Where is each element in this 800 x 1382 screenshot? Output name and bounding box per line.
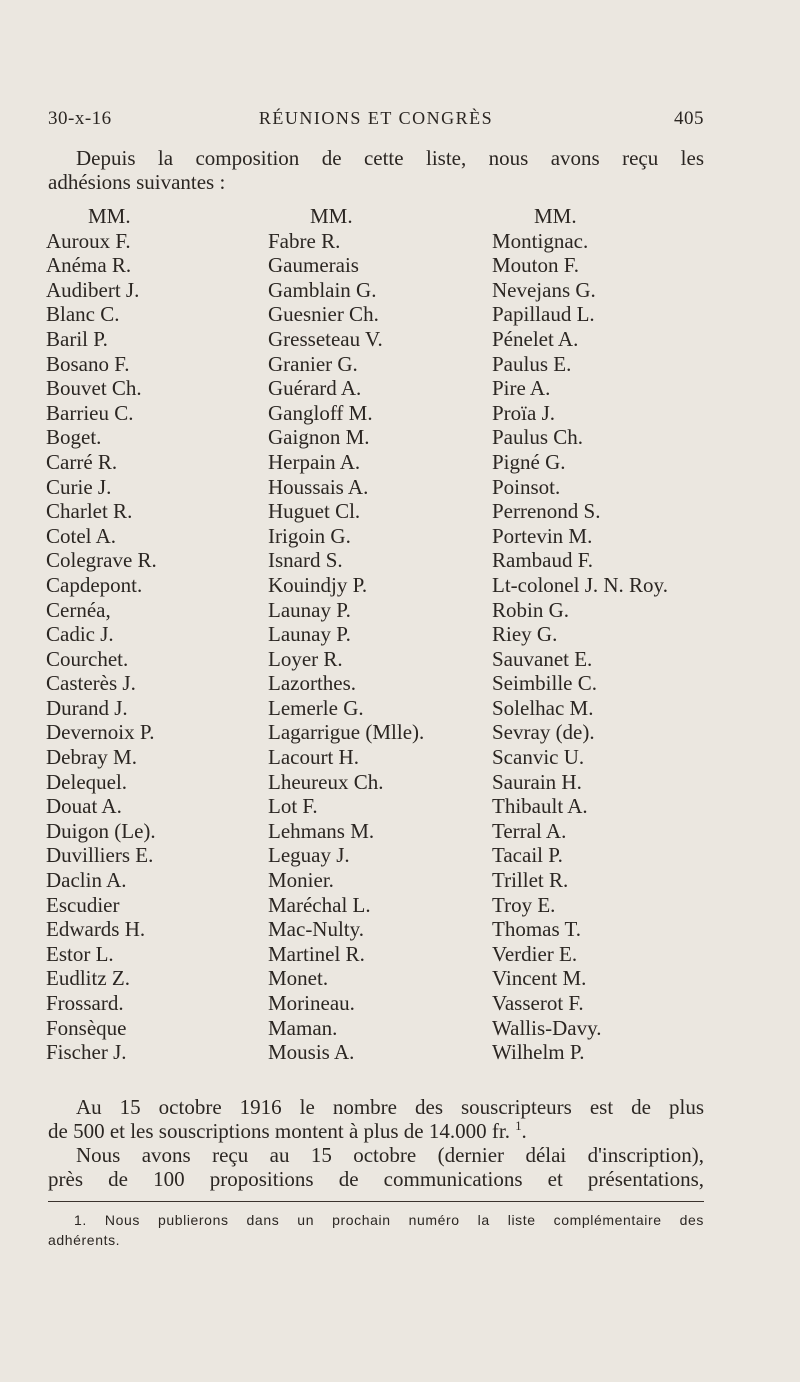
member-name: Devernoix P. [46, 720, 155, 745]
member-name: Durand J. [46, 695, 128, 720]
footnote [48, 1210, 704, 1250]
member-name: Maman. [268, 1015, 338, 1040]
member-name: Daclin A. [46, 868, 127, 893]
member-name: Riey G. [492, 622, 558, 647]
member-name: Casterès J. [46, 671, 136, 696]
intro-paragraph [48, 146, 704, 194]
member-name: Tacail P. [492, 843, 563, 868]
member-name: Barrieu C. [46, 400, 134, 425]
intro-line: adhésions suivantes : [48, 170, 226, 194]
member-name: Douat A. [46, 794, 122, 819]
member-name: Fabre R. [268, 228, 341, 253]
member-name: Cadic J. [46, 622, 114, 647]
member-name: Mouton F. [492, 253, 580, 278]
member-name: Portevin M. [492, 523, 593, 548]
member-name: Leguay J. [268, 843, 350, 868]
member-name: Lagarrigue (Mlle). [268, 720, 425, 745]
member-name: Terral A. [492, 818, 567, 843]
member-name: Gaignon M. [268, 425, 370, 450]
member-name: Seimbille C. [492, 671, 597, 696]
subscription-paragraph [48, 1095, 704, 1143]
member-name: Fischer J. [46, 1040, 127, 1065]
footnote-reference: 1 [515, 1119, 522, 1133]
member-name: Gamblain G. [268, 277, 377, 302]
member-name: Blanc C. [46, 302, 120, 327]
member-name: Capdepont. [46, 572, 143, 597]
member-name: Lehmans M. [268, 818, 375, 843]
member-name: Papillaud L. [492, 302, 595, 327]
member-name: Edwards H. [46, 917, 146, 942]
member-name: Pigné G. [492, 449, 566, 474]
paragraph-text: de 500 et les souscriptions montent à plus de 14.000 fr. [48, 1119, 510, 1143]
paragraph-punctuation: . [521, 1119, 527, 1143]
column-heading: MM. [534, 204, 577, 228]
member-name: Vincent M. [492, 966, 587, 991]
member-name: Sauvanet E. [492, 646, 593, 671]
member-name: Anéma R. [46, 253, 132, 278]
member-name: Duigon (Le). [46, 818, 156, 843]
member-name: Trillet R. [492, 868, 569, 893]
member-name: Estor L. [46, 941, 114, 966]
member-name: Launay P. [268, 597, 351, 622]
member-name: Monet. [268, 966, 329, 991]
member-name: Lazorthes. [268, 671, 357, 696]
member-name: Carré R. [46, 449, 118, 474]
member-name: Gresseteau V. [268, 326, 383, 351]
member-name: Solelhac M. [492, 695, 594, 720]
member-name: Boget. [46, 425, 102, 450]
member-name: Audibert J. [46, 277, 140, 302]
member-name: Lot F. [268, 794, 318, 819]
footnote-line: 1. Nous publierons dans un prochain numéro la liste complémentaire des [74, 1212, 704, 1228]
member-name: Duvilliers E. [46, 843, 154, 868]
member-name: Launay P. [268, 622, 351, 647]
member-name: Houssais A. [268, 474, 369, 499]
member-name: Auroux F. [46, 228, 131, 253]
member-name: Curie J. [46, 474, 112, 499]
member-name: Frossard. [46, 991, 124, 1015]
intro-line: Depuis la composition de cette liste, nous avons reçu les [76, 146, 704, 170]
member-name: Monier. [268, 868, 334, 893]
member-name: Wilhelm P. [492, 1040, 585, 1065]
member-name: Rambaud F. [492, 548, 593, 573]
member-name: Gangloff M. [268, 400, 373, 425]
member-name: Martinel R. [268, 941, 365, 966]
footnote-divider [48, 1201, 704, 1202]
member-name: Eudlitz Z. [46, 966, 130, 991]
member-name: Cernéa, [46, 597, 111, 622]
member-name: Lt-colonel J. N. Roy. [492, 572, 668, 597]
member-name: Isnard S. [268, 548, 343, 573]
member-name: Nevejans G. [492, 277, 596, 302]
column-heading: MM. [310, 204, 353, 228]
member-name: Saurain H. [492, 769, 582, 794]
column-heading: MM. [88, 204, 131, 228]
member-name: Baril P. [46, 326, 108, 351]
member-name: Perrenond S. [492, 499, 601, 524]
paragraph-line [48, 1119, 704, 1143]
paragraph-line: Au 15 octobre 1916 le nombre des souscripteurs est de plus [76, 1095, 704, 1119]
member-name: Paulus E. [492, 351, 572, 376]
page-number: 405 [674, 108, 704, 129]
member-name: Colegrave R. [46, 548, 157, 573]
header-title: RÉUNIONS ET CONGRÈS [258, 108, 494, 128]
member-name: Debray M. [46, 745, 137, 770]
member-name: Thomas T. [492, 917, 582, 942]
member-name: Pénelet A. [492, 326, 579, 351]
header-date: 30-x-16 [48, 108, 112, 129]
member-name: Robin G. [492, 597, 570, 622]
member-name: Lemerle G. [268, 695, 364, 720]
member-name: Lheureux Ch. [268, 769, 384, 794]
member-name: Escudier [46, 892, 120, 917]
members-column-3 [492, 204, 668, 1065]
member-name: Loyer R. [268, 646, 343, 671]
member-name: Courchet. [46, 646, 129, 671]
member-name: Scanvic U. [492, 745, 585, 770]
member-name: Fonsèque [46, 1015, 127, 1040]
paragraph-line: Nous avons reçu au 15 octobre (dernier délai d'inscription), [76, 1143, 704, 1167]
member-name: Mac-Nulty. [268, 917, 365, 942]
member-name: Cotel A. [46, 523, 117, 548]
member-name: Kouindjy P. [268, 572, 368, 597]
member-name: Maréchal L. [268, 892, 371, 917]
member-name: Irigoin G. [268, 523, 351, 548]
member-name: Poinsot. [492, 474, 561, 499]
member-name: Morineau. [268, 991, 355, 1015]
member-name: Huguet Cl. [268, 499, 361, 524]
member-name: Troy E. [492, 892, 556, 917]
paragraph-line: près de 100 propositions de communications et présentations, [48, 1167, 704, 1191]
member-name: Herpain A. [268, 449, 361, 474]
member-name: Mousis A. [268, 1040, 355, 1065]
members-column-2 [268, 204, 424, 1065]
member-name: Bouvet Ch. [46, 376, 142, 401]
member-name: Thibault A. [492, 794, 588, 819]
member-name: Guérard A. [268, 376, 362, 401]
member-name: Guesnier Ch. [268, 302, 379, 327]
member-name: Paulus Ch. [492, 425, 584, 450]
member-name: Sevray (de). [492, 720, 595, 745]
member-name: Montignac. [492, 228, 589, 253]
member-name: Bosano F. [46, 351, 130, 376]
member-name: Proïa J. [492, 400, 555, 425]
member-name: Granier G. [268, 351, 358, 376]
proposals-paragraph [48, 1143, 704, 1191]
member-name: Pire A. [492, 376, 551, 401]
footnote-line: adhérents. [48, 1232, 121, 1248]
member-name: Delequel. [46, 769, 128, 794]
member-name: Verdier E. [492, 941, 578, 966]
members-column-1 [46, 204, 157, 1065]
member-name: Lacourt H. [268, 745, 359, 770]
running-header [48, 108, 704, 136]
member-name: Gaumerais [268, 253, 359, 278]
member-name: Wallis-Davy. [492, 1015, 602, 1040]
member-name: Charlet R. [46, 499, 133, 524]
member-name: Vasserot F. [492, 991, 584, 1015]
